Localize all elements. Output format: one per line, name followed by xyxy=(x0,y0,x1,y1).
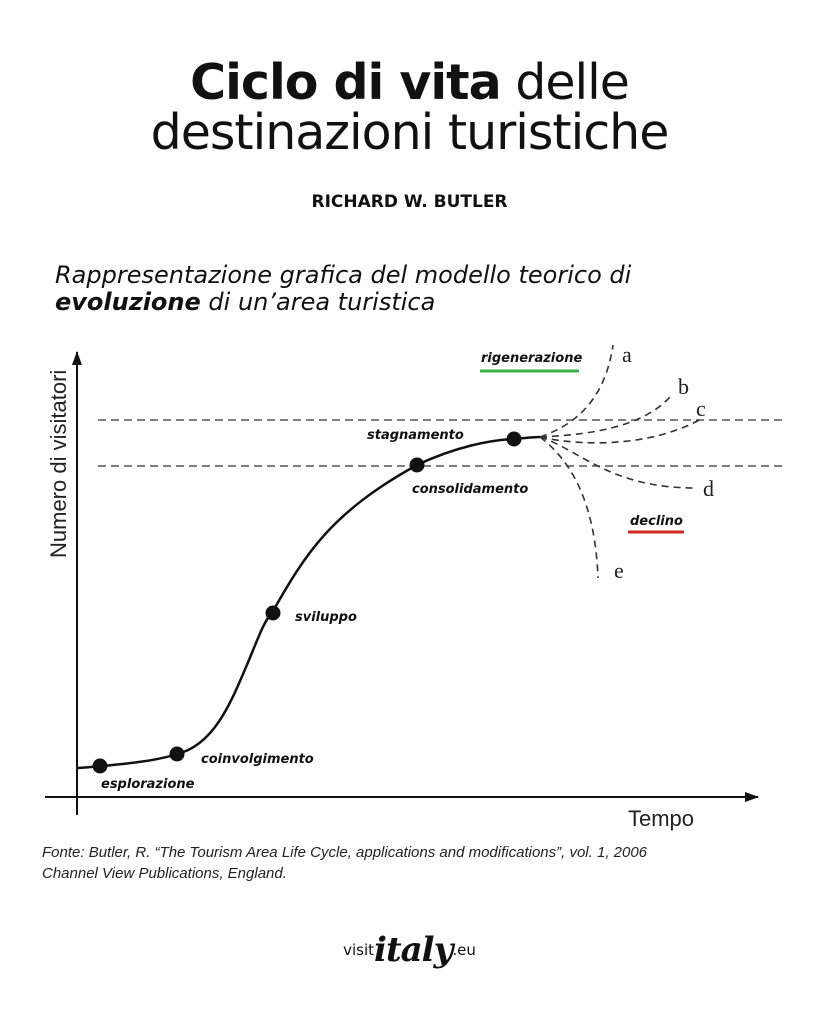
stage-label-consolidamento: consolidamento xyxy=(412,482,529,497)
scenario-c-label: c xyxy=(696,396,706,421)
outcome-label-declino: declino xyxy=(630,514,683,529)
stage-label-stagnamento: stagnamento xyxy=(367,428,464,443)
scenario-c-curve xyxy=(540,418,703,443)
stage-label-esplorazione: esplorazione xyxy=(101,777,195,792)
title-light-1: delle xyxy=(515,54,629,111)
y-axis-label: Numero di visitatori xyxy=(46,369,71,558)
source-line-2: Channel View Publications, England. xyxy=(42,865,287,882)
title-line-2: destinazioni turistiche xyxy=(150,104,669,161)
stage-point-sviluppo xyxy=(266,606,281,621)
stage-label-coinvolgimento: coinvolgimento xyxy=(201,752,314,767)
outcome-label-rigenerazione: rigenerazione xyxy=(481,351,583,366)
scenario-a-label: a xyxy=(622,342,632,367)
x-axis-label: Tempo xyxy=(628,806,695,831)
source-line-1: Fonte: Butler, R. “The Tourism Area Life Cycle, applications and modifications”, vol. 1, 2006 xyxy=(42,844,648,861)
brand-logo xyxy=(0,930,819,970)
subtitle-line-1: Rappresentazione grafica del modello teorico di xyxy=(55,261,632,289)
stage-label-sviluppo: sviluppo xyxy=(295,610,357,625)
author: RICHARD W. BUTLER xyxy=(311,192,508,212)
stage-point-esplorazione xyxy=(93,759,108,774)
stage-point-consolidamento xyxy=(410,458,425,473)
stage-point-stagnamento xyxy=(507,432,522,447)
scenario-b-label: b xyxy=(678,374,689,399)
logo-main: italy xyxy=(374,930,453,970)
scenario-b-curve xyxy=(540,397,670,437)
scenario-d-label: d xyxy=(703,476,714,501)
stage-point-coinvolgimento xyxy=(170,747,185,762)
subtitle-rest: di un’area turistica xyxy=(200,288,436,316)
logo-prefix: visit xyxy=(343,941,375,959)
source-citation xyxy=(42,842,742,884)
title-bold: Ciclo di vita xyxy=(190,54,501,111)
logo-suffix: .eu xyxy=(452,941,476,959)
scenario-e-curve xyxy=(540,437,598,578)
subtitle-emphasis: evoluzione xyxy=(55,288,201,316)
scenario-e-label: e xyxy=(614,558,624,583)
scenario-d-curve xyxy=(540,437,695,488)
